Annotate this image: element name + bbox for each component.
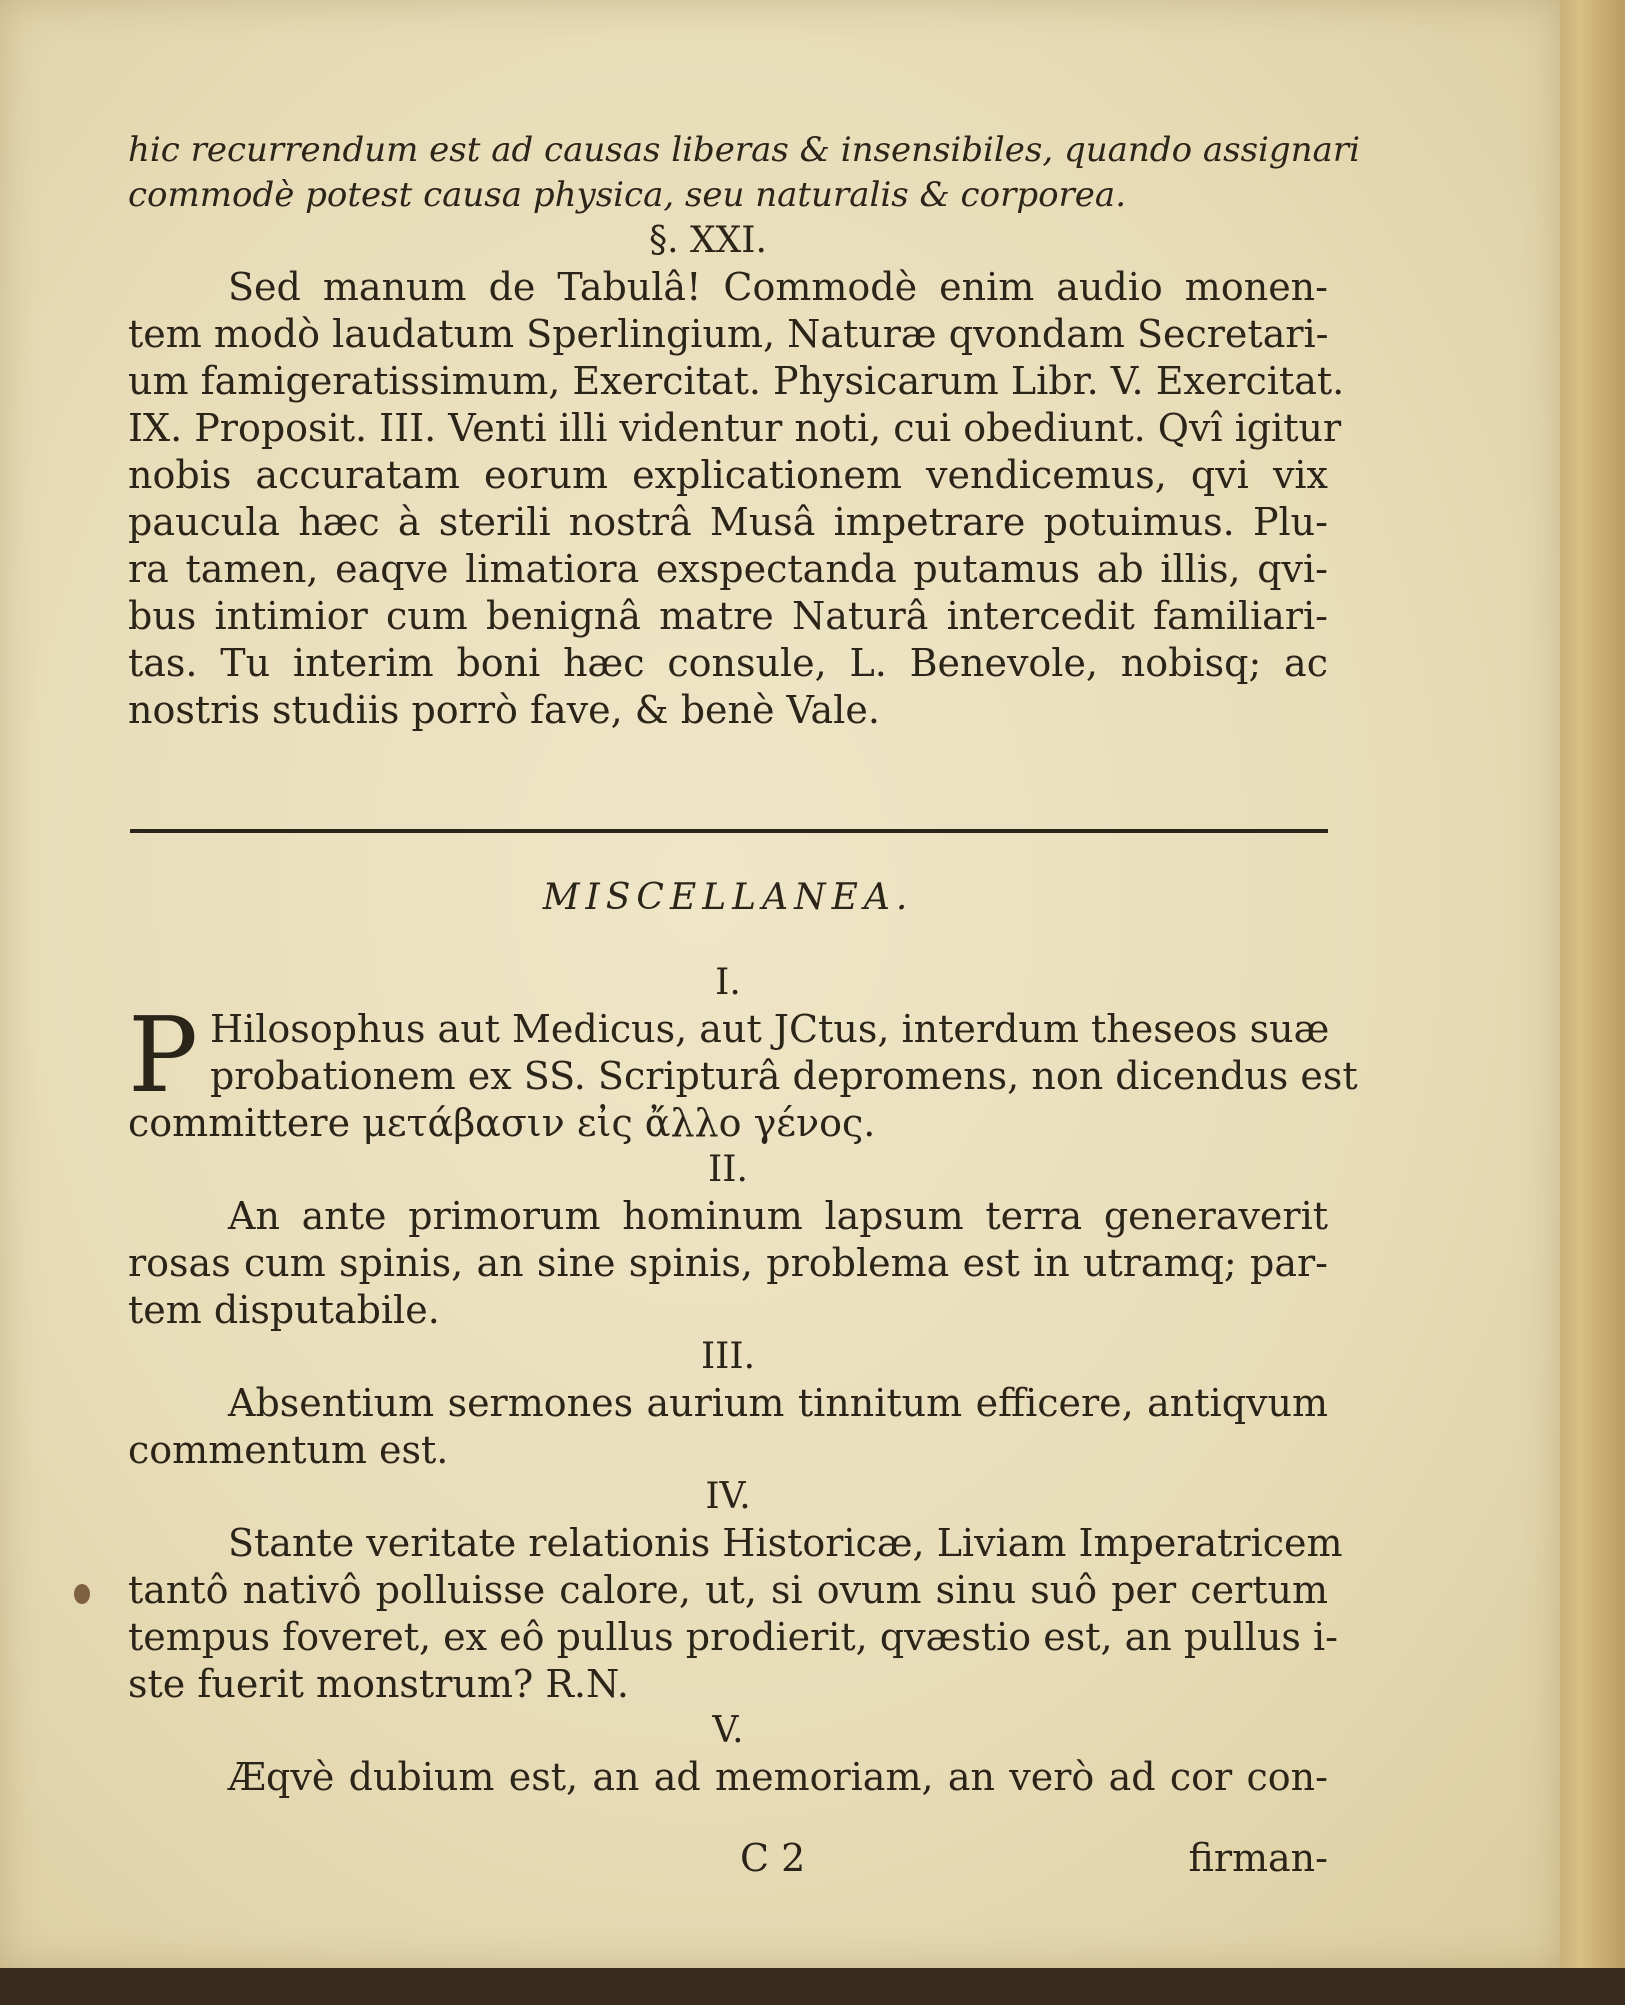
text-line: committere μετάβασιν εἰς ἄλλο γένος. — [128, 1101, 876, 1145]
list-item — [128, 1474, 1343, 1708]
text-line: bus intimior cum benignâ matre Naturâ intercedit familiari- — [128, 594, 1328, 638]
text-line: um famigeratissimum, Exercitat. Physicarum Libr. V. Exercitat. — [128, 359, 1345, 403]
item-numeral: IV. — [705, 1476, 751, 1517]
text-line: Hilosophus aut Medicus, aut JCtus, interdum theseos suæ — [209, 1007, 1330, 1051]
scan-background — [0, 1968, 1625, 2005]
text-line: ste fuerit monstrum? R.N. — [128, 1662, 629, 1706]
top-section — [128, 128, 1360, 734]
item-numeral: III. — [700, 1336, 756, 1377]
signature-mark: C 2 — [740, 1836, 806, 1880]
text-line: Sed manum de Tabulâ! Commodè enim audio monen- — [228, 265, 1328, 309]
text-line: tem disputabile. — [128, 1288, 440, 1332]
item-numeral: I. — [715, 962, 741, 1003]
text-line: nobis accuratam eorum explicationem vendicemus, qvi vix — [128, 453, 1328, 497]
text-line: probationem ex SS. Scripturâ depromens, non dicendus est — [209, 1054, 1358, 1098]
item-numeral: V. — [712, 1710, 744, 1751]
text-line: tempus foveret, ex eô pullus prodierit, qvæstio est, an pullus i- — [128, 1615, 1339, 1659]
italic-line: commodè potest causa physica, seu naturalis & corporea. — [128, 175, 1127, 215]
text-line: tantô nativô polluisse calore, ut, si ovum sinu suô per certum — [128, 1568, 1328, 1612]
text-line: paucula hæc à sterili nostrâ Musâ impetrare potuimus. Plu- — [128, 500, 1328, 544]
ink-stain — [74, 1584, 90, 1604]
section-heading: MISCELLANEA. — [542, 877, 914, 918]
text-line: An ante primorum hominum lapsum terra generaverit — [228, 1194, 1328, 1238]
text-line: IX. Proposit. III. Venti illi videntur noti, cui obediunt. Qvî igitur — [128, 406, 1342, 450]
drop-cap: P — [128, 994, 198, 1116]
text-line: Stante veritate relationis Historicæ, Liviam Imperatricem — [228, 1521, 1343, 1565]
list-item — [128, 1708, 1328, 1801]
italic-line: hic recurrendum est ad causas liberas & insensibiles, quando assignari — [128, 130, 1360, 170]
text-line: tem modò laudatum Sperlingium, Naturæ qvondam Secretari- — [128, 312, 1329, 356]
text-line: tas. Tu interim boni hæc consule, L. Benevole, nobisq; ac — [128, 641, 1328, 685]
list-item — [128, 960, 1358, 1147]
text-line: nostris studiis porrò fave, & benè Vale. — [128, 688, 880, 732]
text-line: ra tamen, eaqve limatiora exspectanda putamus ab illis, qvi- — [128, 547, 1328, 591]
text-line: commentum est. — [128, 1428, 449, 1472]
text-line: Absentium sermones aurium tinnitum efficere, antiqvum — [228, 1381, 1328, 1425]
section-number: §. XXI. — [649, 220, 767, 261]
text-line: rosas cum spinis, an sine spinis, problema est in utramq; par- — [128, 1241, 1328, 1285]
section-divider — [130, 829, 1328, 833]
miscellanea-list — [128, 960, 1358, 1801]
page-edge — [1560, 0, 1625, 1968]
catchword: firman- — [1188, 1836, 1328, 1880]
text-line: Æqvè dubium est, an ad memoriam, an verò ad cor con- — [228, 1755, 1328, 1799]
list-item — [128, 1147, 1328, 1334]
item-numeral: II. — [708, 1149, 748, 1190]
list-item — [128, 1334, 1328, 1474]
